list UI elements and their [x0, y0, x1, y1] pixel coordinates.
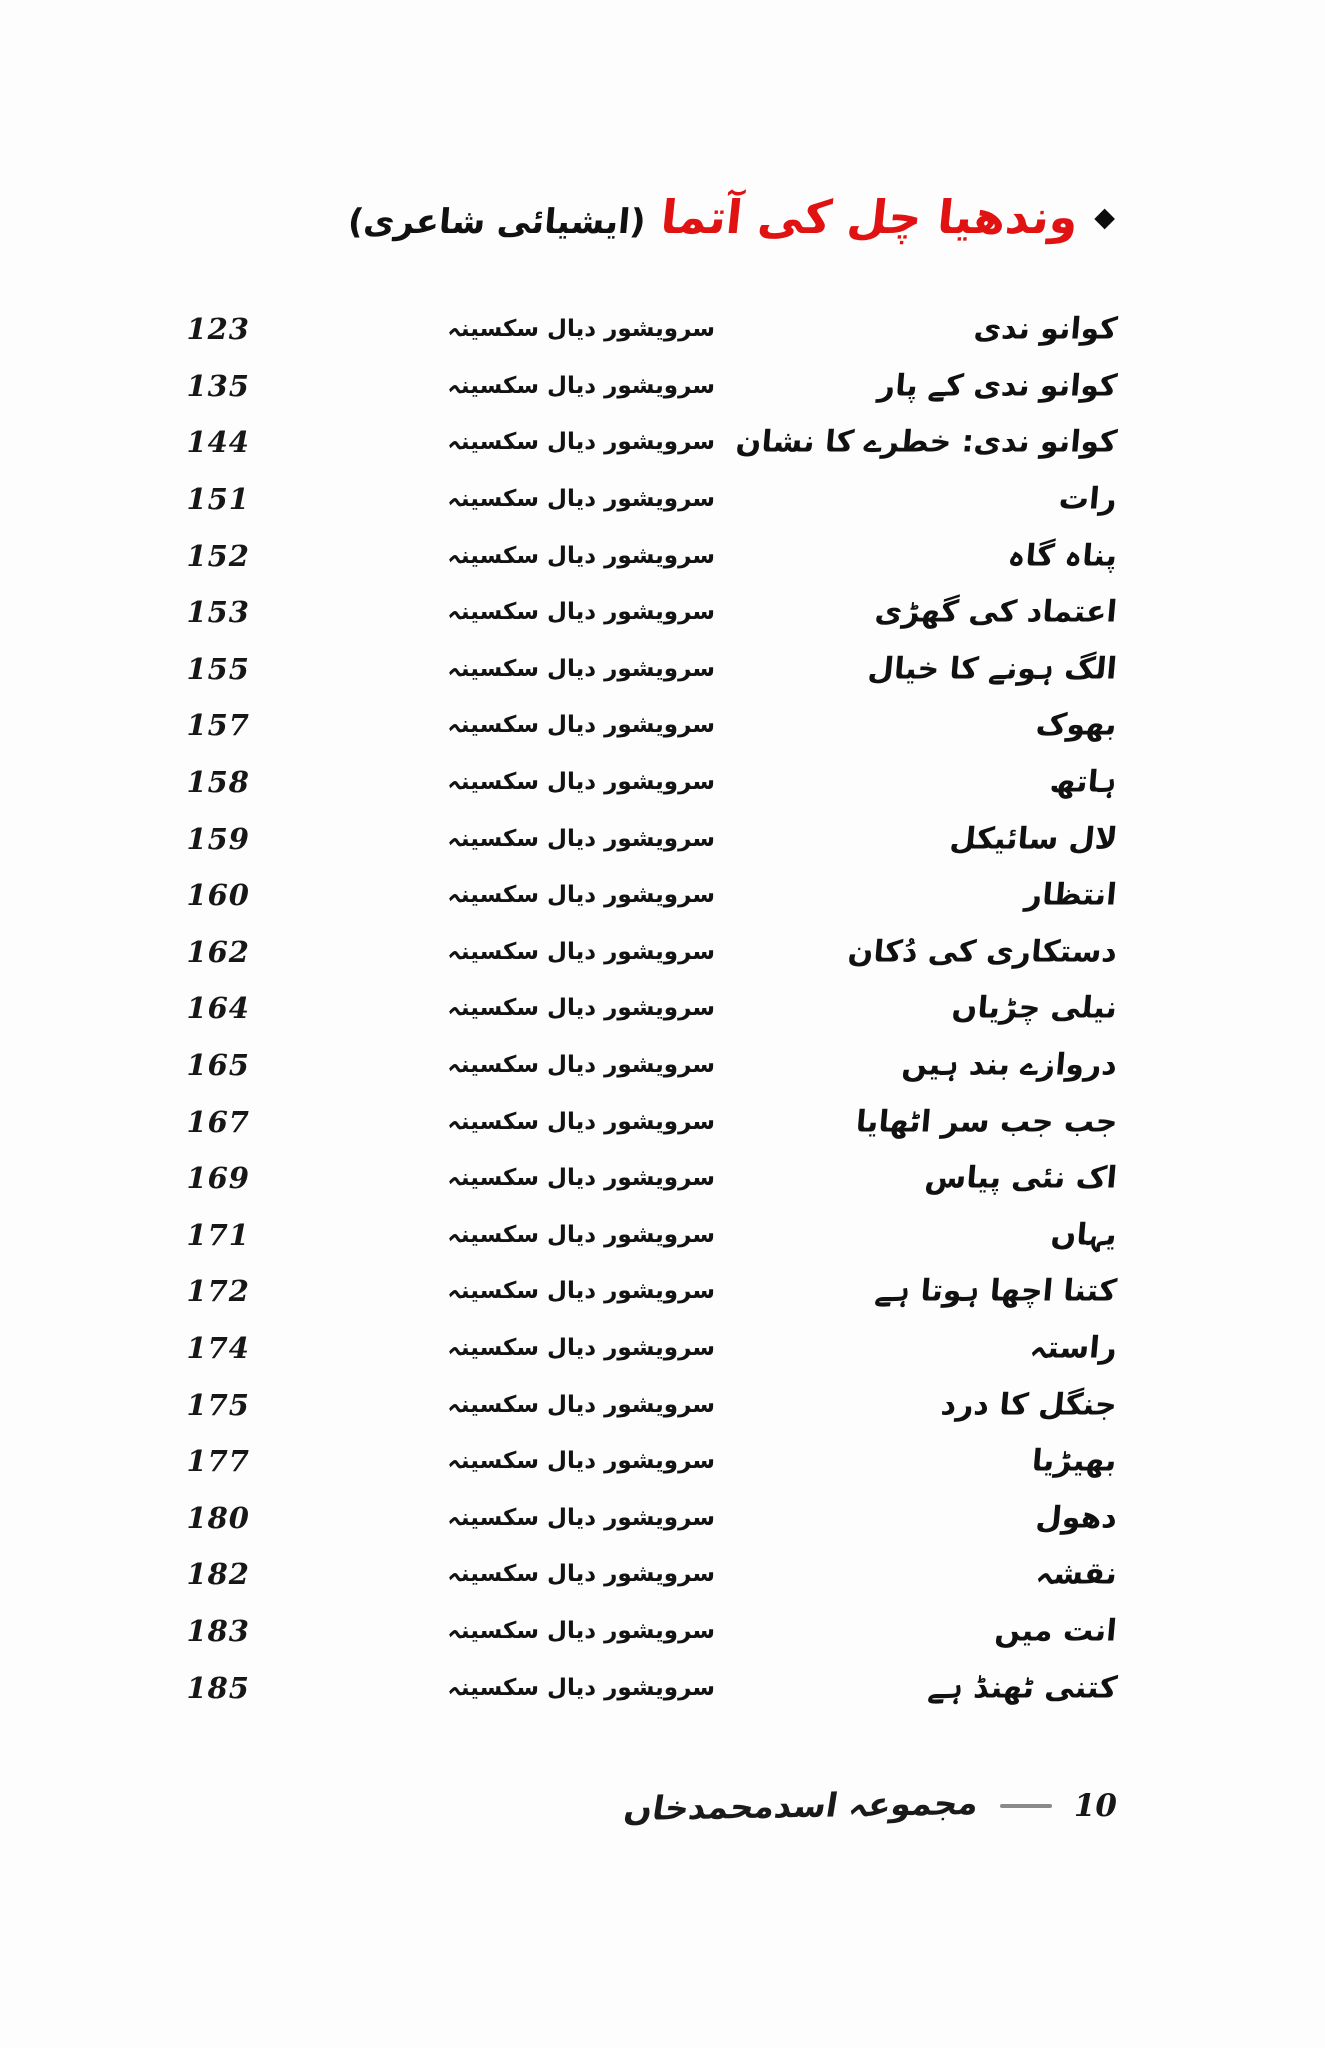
toc-row [0, 527, 1325, 584]
toc-author-name: سرویشور دیال سکسینہ [447, 769, 715, 796]
footer-page-number: 10 [1073, 1787, 1117, 1824]
toc-page-number: 158 [186, 765, 250, 800]
toc-page-number: 174 [186, 1330, 250, 1365]
toc-row [0, 697, 1325, 754]
toc-poem-title: ہاتھ [1048, 764, 1119, 800]
toc-poem-title: انت میں [993, 1613, 1119, 1649]
toc-poem-title: نیلی چڑیاں [950, 990, 1119, 1026]
toc-row [0, 1320, 1325, 1377]
toc-poem-title: یہاں [1049, 1217, 1119, 1253]
toc-page-number: 185 [186, 1670, 250, 1705]
toc-row [0, 924, 1325, 981]
toc-poem-title: نقشہ [1034, 1556, 1119, 1592]
toc-page-number: 169 [186, 1161, 250, 1196]
toc-list [0, 301, 1325, 1716]
toc-row [0, 358, 1325, 415]
toc-row [0, 1037, 1325, 1094]
toc-author-name: سرویشور دیال سکسینہ [447, 372, 715, 399]
toc-author-name: سرویشور دیال سکسینہ [447, 1334, 715, 1361]
toc-author-name: سرویشور دیال سکسینہ [447, 429, 715, 456]
toc-row [0, 641, 1325, 698]
toc-author-name: سرویشور دیال سکسینہ [447, 995, 715, 1022]
toc-poem-title: کتنا اچھا ہوتا ہے [873, 1273, 1119, 1309]
toc-row [0, 414, 1325, 471]
toc-poem-title: دھول [1034, 1500, 1119, 1536]
toc-page-number: 175 [186, 1387, 250, 1422]
toc-row [0, 301, 1325, 358]
toc-author-name: سرویشور دیال سکسینہ [447, 1108, 715, 1135]
toc-page-number: 160 [186, 878, 250, 913]
toc-row [0, 1489, 1325, 1546]
toc-page-number: 171 [186, 1217, 250, 1252]
toc-page-number: 183 [186, 1613, 250, 1648]
toc-poem-title: لال سائیکل [948, 821, 1119, 857]
toc-author-name: سرویشور دیال سکسینہ [447, 316, 715, 343]
toc-author-name: سرویشور دیال سکسینہ [447, 1674, 715, 1701]
toc-poem-title: دستکاری کی دُکان [846, 934, 1119, 970]
section-title: وندھیا چل کی آتما [658, 190, 1082, 244]
toc-author-name: سرویشور دیال سکسینہ [447, 1391, 715, 1418]
toc-poem-title: اک نئی پیاس [923, 1160, 1119, 1196]
toc-page-number: 165 [186, 1048, 250, 1083]
toc-row [0, 1207, 1325, 1264]
toc-poem-title: کوانو ندی کے پار [876, 368, 1119, 404]
toc-author-name: سرویشور دیال سکسینہ [447, 599, 715, 626]
toc-author-name: سرویشور دیال سکسینہ [447, 938, 715, 965]
toc-page-number: 180 [186, 1500, 250, 1535]
toc-page-number: 182 [186, 1557, 250, 1592]
toc-author-name: سرویشور دیال سکسینہ [447, 486, 715, 513]
toc-page-number: 177 [186, 1444, 250, 1479]
toc-poem-title: جب جب سر اٹھایا [854, 1104, 1119, 1140]
toc-page-number: 151 [186, 482, 250, 517]
toc-page-number: 167 [186, 1104, 250, 1139]
toc-author-name: سرویشور دیال سکسینہ [447, 1052, 715, 1079]
toc-row [0, 1263, 1325, 1320]
section-subtitle: (ایشیائی شاعری) [345, 201, 647, 242]
toc-page-number: 172 [186, 1274, 250, 1309]
toc-row [0, 810, 1325, 867]
toc-poem-title: کتنی ٹھنڈ ہے [926, 1670, 1119, 1706]
toc-row [0, 1093, 1325, 1150]
toc-page-number: 123 [186, 312, 250, 347]
toc-row [0, 1150, 1325, 1207]
toc-author-name: سرویشور دیال سکسینہ [447, 882, 715, 909]
toc-page-number: 155 [186, 651, 250, 686]
toc-row [0, 1433, 1325, 1490]
toc-page-number: 153 [186, 595, 250, 630]
toc-page-number: 144 [186, 425, 250, 460]
toc-poem-title: پناہ گاہ [1006, 538, 1119, 574]
toc-author-name: سرویشور دیال سکسینہ [447, 1165, 715, 1192]
toc-poem-title: جنگل کا درد [939, 1387, 1119, 1423]
toc-author-name: سرویشور دیال سکسینہ [447, 655, 715, 682]
toc-author-name: سرویشور دیال سکسینہ [447, 1221, 715, 1248]
toc-poem-title: انتظار [1023, 877, 1119, 913]
toc-page-number: 164 [186, 991, 250, 1026]
toc-poem-title: اعتماد کی گھڑی [873, 594, 1119, 630]
toc-row [0, 471, 1325, 528]
page-footer [621, 1782, 1117, 1829]
toc-row [0, 1376, 1325, 1433]
footer-divider-dash [1000, 1804, 1052, 1808]
toc-poem-title: دروازے بند ہیں [900, 1047, 1119, 1083]
toc-poem-title: بھوک [1034, 707, 1119, 743]
toc-row [0, 867, 1325, 924]
toc-row [0, 1603, 1325, 1660]
toc-poem-title: بھیڑیا [1030, 1443, 1119, 1479]
diamond-bullet-icon: ◆ [1094, 201, 1115, 233]
toc-page-number: 135 [186, 368, 250, 403]
toc-author-name: سرویشور دیال سکسینہ [447, 712, 715, 739]
toc-row [0, 1659, 1325, 1716]
toc-poem-title: الگ ہونے کا خیال [866, 651, 1119, 687]
toc-author-name: سرویشور دیال سکسینہ [447, 1504, 715, 1531]
toc-author-name: سرویشور دیال سکسینہ [447, 825, 715, 852]
toc-row [0, 584, 1325, 641]
toc-poem-title: کوانو ندی [972, 311, 1119, 347]
section-header [345, 190, 1115, 244]
toc-poem-title: رات [1057, 481, 1119, 517]
book-title-calligraphy: مجموعہ اسدمحمدخاں [621, 1782, 982, 1829]
toc-page-number: 157 [186, 708, 250, 743]
toc-author-name: سرویشور دیال سکسینہ [447, 1561, 715, 1588]
toc-row [0, 980, 1325, 1037]
toc-page-number: 162 [186, 934, 250, 969]
toc-author-name: سرویشور دیال سکسینہ [447, 1617, 715, 1644]
toc-poem-title: کوانو ندی: خطرے کا نشان [734, 424, 1119, 460]
toc-author-name: سرویشور دیال سکسینہ [447, 1448, 715, 1475]
toc-poem-title: راستہ [1028, 1330, 1119, 1366]
toc-author-name: سرویشور دیال سکسینہ [447, 542, 715, 569]
toc-page-number: 159 [186, 821, 250, 856]
toc-page-number: 152 [186, 538, 250, 573]
toc-row [0, 754, 1325, 811]
toc-author-name: سرویشور دیال سکسینہ [447, 1278, 715, 1305]
toc-row [0, 1546, 1325, 1603]
